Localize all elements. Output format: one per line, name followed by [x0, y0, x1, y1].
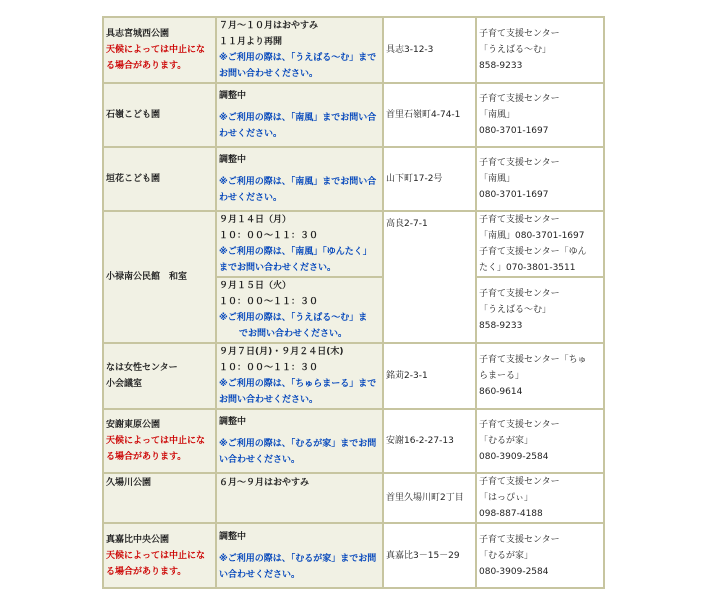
address-cell: 安謝16-2-27-13	[383, 409, 476, 473]
place-name: 久場川公園	[106, 478, 152, 488]
table-row	[103, 83, 604, 147]
contact-line: 子育て支援センター「ちゅ	[479, 355, 587, 365]
contact-line: 860-9614	[479, 387, 523, 397]
contact-note: ※ご利用の際は、「ちゅらまーる」までお問い合わせください。	[219, 379, 377, 405]
contact-cell	[476, 409, 604, 473]
contact-cell	[476, 473, 604, 523]
contact-cell	[476, 343, 604, 409]
table-row	[103, 147, 604, 211]
schedule-line: １０：００～１１：３０	[219, 231, 319, 241]
address-cell: 高良2-7-1	[383, 211, 476, 343]
contact-line: 子育て支援センター	[479, 158, 560, 168]
contact-cell	[476, 17, 604, 83]
contact-line: 「むるが家」	[479, 550, 534, 561]
contact-line: 「南風」080-3701-1697	[479, 231, 585, 241]
schedule-line: １１月より再開	[219, 37, 283, 47]
schedule-cell	[216, 211, 383, 277]
schedule-cell	[216, 473, 383, 523]
contact-line: 子育て支援センター	[479, 477, 560, 487]
schedule-cell	[216, 343, 383, 409]
contact-line: 080-3909-2584	[479, 566, 549, 577]
place-name: 真嘉比中央公園	[106, 534, 170, 545]
contact-line: 098-887-4188	[479, 509, 543, 519]
contact-line: 子育て支援センター	[479, 289, 560, 299]
schedule-cell	[216, 409, 383, 473]
table-row	[103, 523, 604, 588]
schedule-cell	[216, 523, 383, 588]
schedule-cell	[216, 83, 383, 147]
schedule-line: ６月～９月はおやすみ	[219, 478, 310, 488]
address-cell: 山下町17-2号	[383, 147, 476, 211]
contact-line: 「南風」	[479, 174, 516, 184]
contact-cell	[476, 147, 604, 211]
place-cell	[103, 523, 216, 588]
schedule-cell	[216, 147, 383, 211]
contact-note: ※ご利用の際は、「うえばる～む」ま	[219, 313, 368, 323]
schedule-line: １０：００～１１：３０	[219, 297, 319, 307]
schedule-line: ９月１４日（月）	[219, 215, 292, 225]
contact-line: 子育て支援センター	[479, 94, 560, 104]
contact-line: 858-9233	[479, 321, 523, 331]
schedule-line: ７月～１０月はおやすみ	[219, 21, 319, 31]
place-name: 安謝東原公園	[106, 420, 161, 430]
contact-line: 子育て支援センター	[479, 420, 560, 430]
schedule-cell	[216, 17, 383, 83]
table-row	[103, 409, 604, 473]
schedule-line: 調整中	[219, 91, 247, 101]
table-row	[103, 17, 604, 83]
place-name: 具志宮城西公園	[106, 29, 170, 39]
address-cell: 真嘉比3－15－29	[383, 523, 476, 588]
place-name: 小禄南公民館 和室	[106, 272, 188, 282]
contact-line: 858-9233	[479, 61, 523, 71]
contact-line: らまーる」	[479, 371, 525, 381]
weather-warning: 天候によっては中止になる場合があります。	[106, 45, 206, 71]
schedule-line: ９月７日(月)・９月２４日(木)	[219, 347, 344, 357]
schedule-cell	[216, 277, 383, 343]
place-name: 石嶺こども園	[106, 110, 161, 120]
address-cell: 具志3-12-3	[383, 17, 476, 83]
contact-line: 「むるが家」	[479, 436, 534, 446]
contact-line: 「うえばる～む」	[479, 305, 552, 315]
contact-line: 子育て支援センター	[479, 215, 560, 225]
contact-cell	[476, 523, 604, 588]
contact-line: たく」070-3801-3511	[479, 263, 576, 273]
contact-line: 080-3909-2584	[479, 452, 549, 462]
schedule-line: 調整中	[219, 531, 247, 542]
table-row	[103, 211, 604, 277]
schedule-line: 調整中	[219, 155, 247, 165]
place-name: 垣花こども園	[106, 174, 161, 184]
contact-note: ※ご利用の際は、「南風」までお問い合わせください。	[219, 177, 377, 203]
contact-line: 子育て支援センター	[479, 29, 560, 39]
contact-line: 080-3701-1697	[479, 190, 549, 200]
contact-line: 「はっぴぃ」	[479, 493, 534, 503]
place-cell	[103, 17, 216, 83]
schedule-line: 調整中	[219, 417, 247, 427]
contact-note: ※ご利用の際は、「南風」までお問い合わせください。	[219, 113, 377, 139]
place-cell	[103, 147, 216, 211]
contact-note: ※ご利用の際は、「うえばる～む」までお問い合わせください。	[219, 53, 377, 79]
contact-note: ※ご利用の際は、「南風」「ゆんたく」までお問い合わせください。	[219, 247, 372, 273]
contact-note: ※ご利用の際は、「むるが家」までお問い合わせください。	[219, 553, 377, 580]
place-name: 小会議室	[106, 379, 143, 389]
schedule-line: １０：００～１１：３０	[219, 363, 319, 373]
place-cell	[103, 343, 216, 409]
contact-cell	[476, 211, 604, 277]
contact-line: 「南風」	[479, 110, 516, 120]
contact-note: でお問い合わせください。	[239, 329, 348, 339]
contact-note: ※ご利用の際は、「むるが家」までお問い合わせください。	[219, 439, 377, 465]
weather-warning: 天候によっては中止になる場合があります。	[106, 436, 206, 462]
place-name: なは女性センター	[106, 363, 178, 373]
place-cell	[103, 211, 216, 343]
contact-line: 「うえばる～む」	[479, 45, 552, 55]
place-cell	[103, 473, 216, 523]
place-cell	[103, 83, 216, 147]
address-cell: 首里石嶺町4-74-1	[383, 83, 476, 147]
schedule-line: ９月１５日（火）	[219, 281, 292, 291]
address-cell: 首里久場川町2丁目	[383, 473, 476, 523]
address-cell: 銘苅2-3-1	[383, 343, 476, 409]
weather-warning: 天候によっては中止になる場合があります。	[106, 550, 206, 577]
contact-cell	[476, 83, 604, 147]
contact-line: 子育て支援センター	[479, 534, 560, 545]
table-row	[103, 473, 604, 523]
place-cell	[103, 409, 216, 473]
schedule-table	[102, 16, 605, 589]
table-row	[103, 343, 604, 409]
contact-line: 080-3701-1697	[479, 126, 549, 136]
contact-line: 子育て支援センター「ゆん	[479, 247, 587, 257]
contact-cell	[476, 277, 604, 343]
